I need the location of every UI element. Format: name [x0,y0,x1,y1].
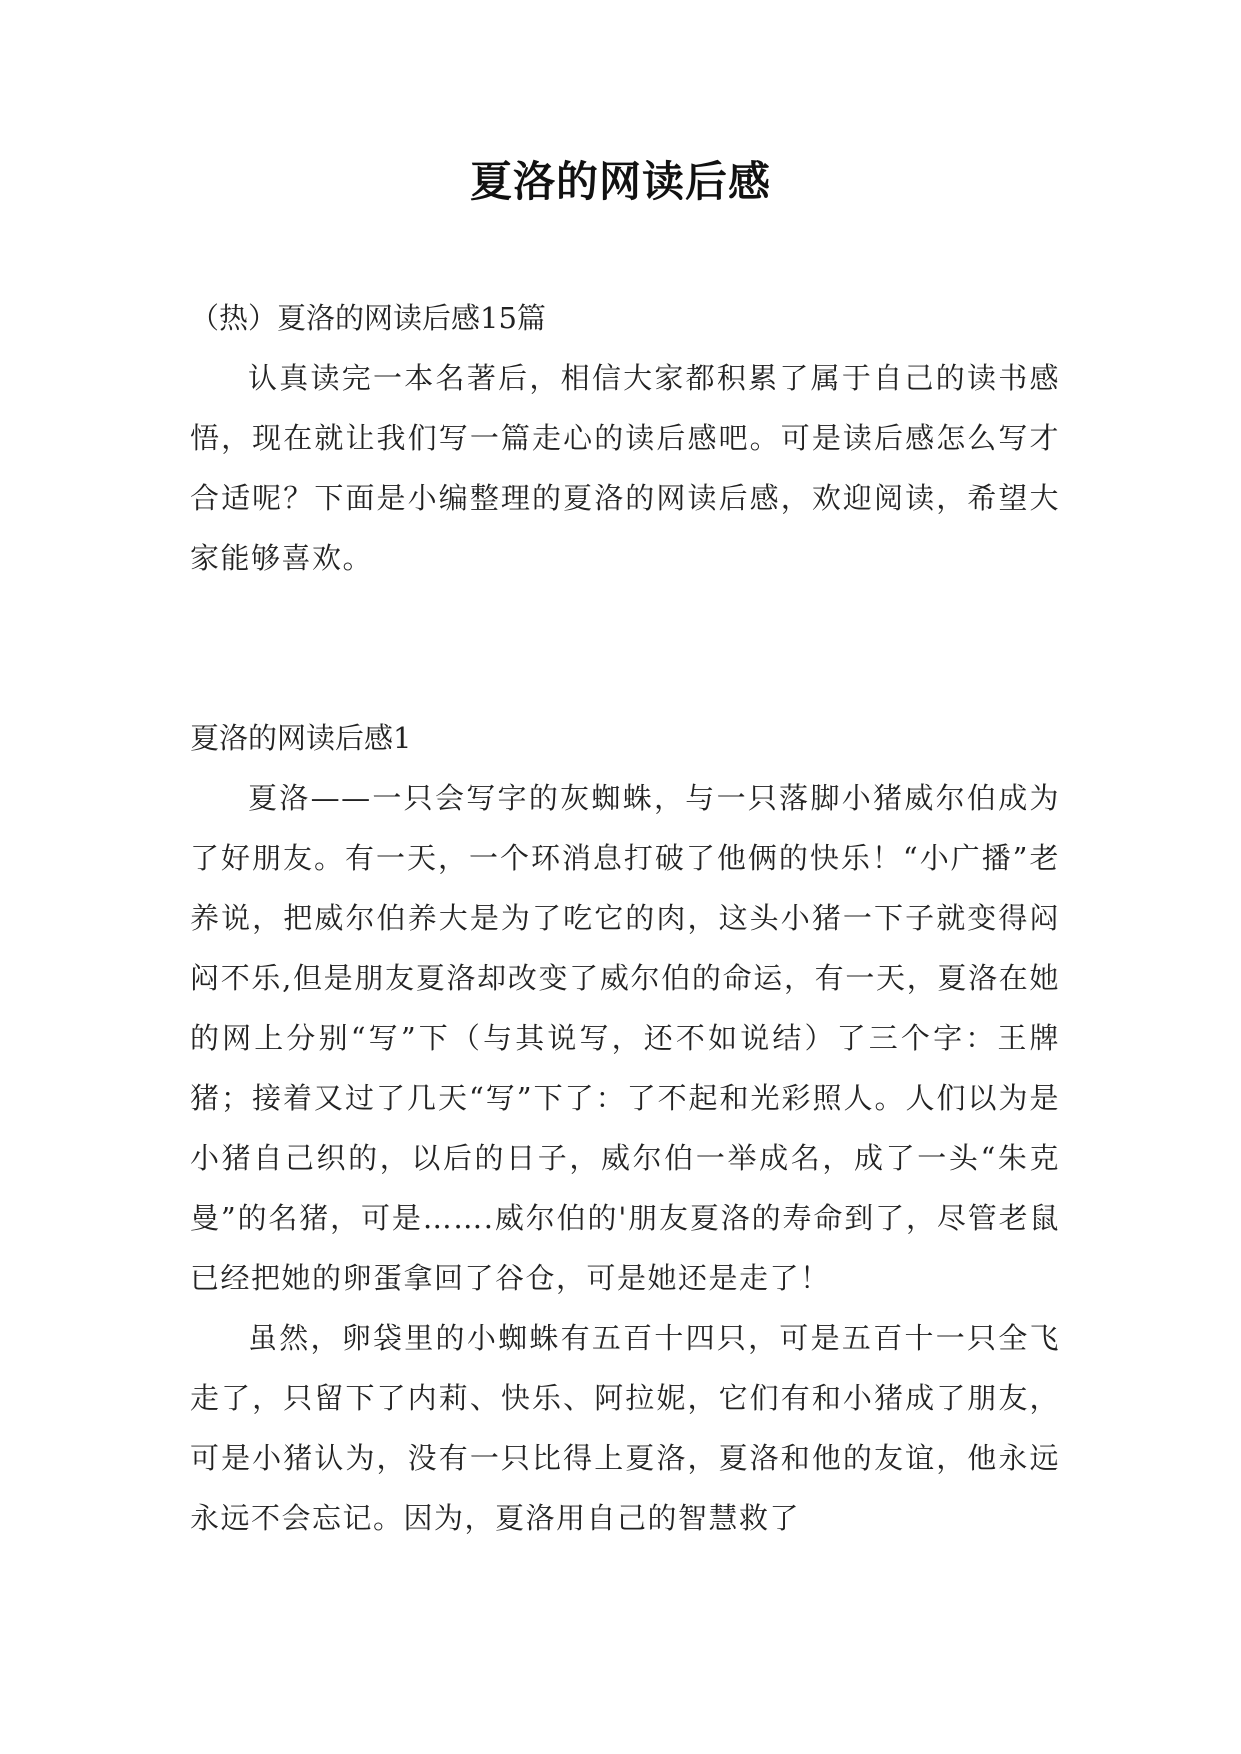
intro-paragraph: 认真读完一本名著后，相信大家都积累了属于自己的读书感悟，现在就让我们写一篇走心的读后感吧。可是读后感怎么写才合适呢？下面是小编整理的夏洛的网读后感，欢迎阅读，希望大家能够喜欢。 [190,361,1060,575]
section-heading: 夏洛的网读后感1 [190,721,412,755]
body-paragraph: 虽然，卵袋里的小蜘蛛有五百十四只，可是五百十一只全飞走了，只留下了内莉、快乐、阿拉妮，它们有和小猪成了朋友，可是小猪认为，没有一只比得上夏洛，夏洛和他的友谊，他永远永远不会忘记。因为，夏洛用自己的智慧救了 [190,1321,1060,1535]
section-spacer [190,588,1060,708]
body-paragraph: 夏洛——一只会写字的灰蜘蛛，与一只落脚小猪威尔伯成为了好朋友。有一天，一个环消息打破了他俩的快乐！“小广播”老养说，把威尔伯养大是为了吃它的肉，这头小猪一下子就变得闷闷不乐,但是朋友夏洛却改变了威尔伯的命运，有一天，夏洛在她的网上分别“写”下（与其说写，还不如说结）了三个字：王牌猪；接着又过了几天“写”下了：了不起和光彩照人。人们以为是小猪自己织的，以后的日子，威尔伯一举成名，成了一头“朱克曼”的名猪，可是…….威尔伯的'朋友夏洛的寿命到了，尽管老鼠已经把她的卵蛋拿回了谷仓，可是她还是走了！ [190,781,1060,1295]
document-body [190,288,1060,1548]
document-title: 夏洛的网读后感 [469,157,771,206]
document-subtitle: （热）夏洛的网读后感15篇 [190,301,546,335]
